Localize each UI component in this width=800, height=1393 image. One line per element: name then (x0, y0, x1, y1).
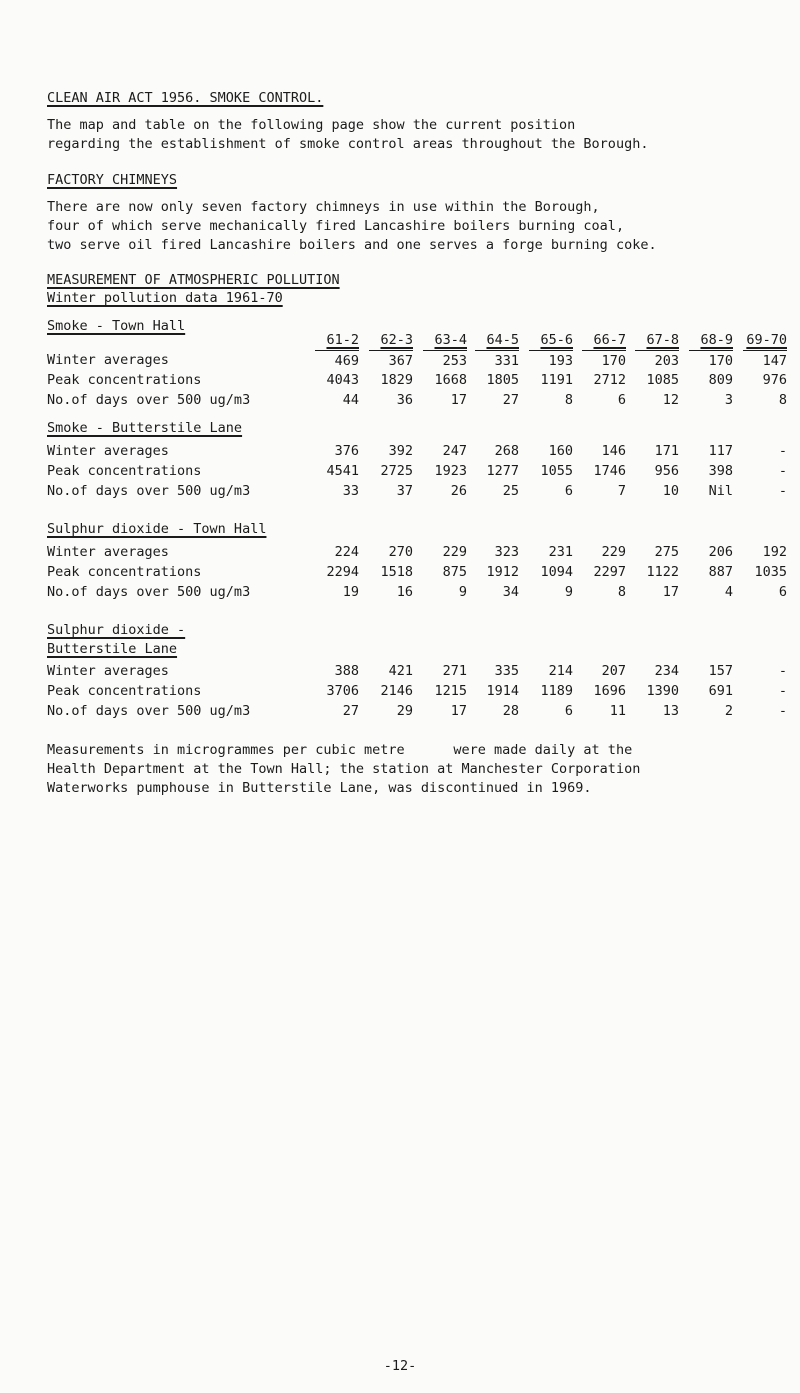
section-so2-butterstile (47, 661, 787, 721)
table-row (47, 681, 787, 701)
table-cell: 1035 (754, 564, 787, 580)
table-cell: - (778, 483, 787, 499)
table-cell: - (778, 703, 787, 719)
table-cell: 1189 (540, 683, 573, 699)
row-label: No.of days over 500 ug/m3 (47, 392, 251, 408)
table-cell: 117 (708, 443, 733, 459)
section-title-so2-town-hall: Sulphur dioxide - Town Hall (47, 521, 267, 537)
table-cell: 171 (654, 443, 679, 459)
table-cell: 4541 (326, 463, 359, 479)
table-cell: 1746 (593, 463, 626, 479)
table-row (47, 582, 787, 602)
table-row (47, 661, 787, 681)
table-cell: 3706 (326, 683, 359, 699)
table-cell: 234 (654, 663, 679, 679)
column-header: 69-70 (746, 332, 787, 348)
table-cell: 331 (475, 350, 519, 371)
table-cell: 9 (458, 584, 467, 600)
closing-paragraph: Measurements in microgrammes per cubic metre were made daily at the Health Department at the Town Hall; the station at Manchester Corporation Waterworks pumphouse in Butterstile Lane, was discontinued in 1969. (47, 742, 641, 796)
table-cell: 8 (617, 584, 626, 600)
table-row (47, 461, 787, 481)
intro-paragraph: The map and table on the following page show the current position regarding the establishment of smoke control areas throughout the Borough. (47, 117, 649, 152)
table-cell: 691 (708, 683, 733, 699)
table-row (47, 481, 787, 501)
table-cell: 3 (724, 392, 733, 408)
row-label: Winter averages (47, 352, 169, 368)
table-row (47, 441, 787, 461)
table-cell: 214 (548, 663, 573, 679)
table-cell: - (778, 663, 787, 679)
table-cell: 6 (617, 392, 626, 408)
table-cell: 367 (369, 350, 413, 371)
table-cell: 224 (334, 544, 359, 560)
table-cell: 421 (388, 663, 413, 679)
table-cell: 271 (442, 663, 467, 679)
table-cell: 2712 (593, 372, 626, 388)
table-cell: 1805 (486, 372, 519, 388)
row-label: Winter averages (47, 443, 169, 459)
table-cell: 275 (654, 544, 679, 560)
table-cell: 16 (396, 584, 413, 600)
column-header: 63-4 (434, 332, 467, 348)
page-heading: CLEAN AIR ACT 1956. SMOKE CONTROL. (47, 90, 324, 106)
column-header: 64-5 (486, 332, 519, 348)
table-cell: - (778, 683, 787, 699)
table-cell: 1668 (434, 372, 467, 388)
factory-chimneys-paragraph: There are now only seven factory chimneys in use within the Borough, four of which serve mechanically fired Lancashire boilers burning coal, two serve oil fired Lancashire boilers and one serves a forge burning coke. (47, 199, 657, 253)
table-cell: 157 (708, 663, 733, 679)
table-cell: 206 (708, 544, 733, 560)
table-cell: 7 (617, 483, 626, 499)
table-cell: 2 (724, 703, 733, 719)
section-title-smoke-town-hall: Smoke - Town Hall (47, 318, 186, 334)
column-header: 62-3 (380, 332, 413, 348)
table-cell: 1094 (540, 564, 573, 580)
winter-pollution-heading: Winter pollution data 1961-70 (47, 290, 283, 306)
table-cell: 1055 (540, 463, 573, 479)
factory-chimneys-heading: FACTORY CHIMNEYS (47, 172, 178, 188)
table-cell: 268 (494, 443, 519, 459)
column-header: 67-8 (646, 332, 679, 348)
table-cell: 229 (442, 544, 467, 560)
table-cell: 203 (635, 350, 679, 371)
row-label: Peak concentrations (47, 463, 202, 479)
table-row (47, 370, 787, 390)
table-cell: 388 (334, 663, 359, 679)
page-number: -12- (383, 1358, 417, 1374)
table-cell: 1122 (646, 564, 679, 580)
table-row (47, 390, 787, 410)
table-cell: 1829 (380, 372, 413, 388)
table-cell: 398 (708, 463, 733, 479)
table-row (47, 562, 787, 582)
table-cell: 44 (342, 392, 359, 408)
table-cell: 192 (762, 544, 787, 560)
table-cell: 147 (743, 350, 787, 371)
table-cell: 36 (396, 392, 413, 408)
column-header: 66-7 (593, 332, 626, 348)
section-smoke-butterstile (47, 441, 787, 501)
table-cell: 146 (601, 443, 626, 459)
table-cell: 27 (502, 392, 519, 408)
table-cell: Nil (708, 483, 733, 499)
row-label: Winter averages (47, 663, 169, 679)
table-cell: 6 (778, 584, 787, 600)
table-cell: 28 (502, 703, 519, 719)
table-cell: 26 (450, 483, 467, 499)
table-cell: 27 (342, 703, 359, 719)
section-title-line: Butterstile Lane (47, 641, 178, 657)
table-cell: - (778, 443, 787, 459)
table-cell: 34 (502, 584, 519, 600)
table-cell: 392 (388, 443, 413, 459)
table-cell: 956 (654, 463, 679, 479)
table-cell: 809 (708, 372, 733, 388)
table-cell: 10 (662, 483, 679, 499)
table-cell: 887 (708, 564, 733, 580)
table-row (47, 701, 787, 721)
table-cell: 335 (494, 663, 519, 679)
table-cell: 37 (396, 483, 413, 499)
table-cell: 231 (548, 544, 573, 560)
table-cell: 976 (762, 372, 787, 388)
table-cell: 1085 (646, 372, 679, 388)
table-cell: 469 (315, 350, 359, 371)
table-cell: - (778, 463, 787, 479)
table-cell: 323 (494, 544, 519, 560)
row-label: Winter averages (47, 544, 169, 560)
table-cell: 12 (662, 392, 679, 408)
section-title-smoke-butterstile: Smoke - Butterstile Lane (47, 420, 243, 436)
row-label: No.of days over 500 ug/m3 (47, 483, 251, 499)
table-cell: 8 (778, 392, 787, 408)
column-header: 61-2 (326, 332, 359, 348)
section-title-so2-butterstile (47, 621, 185, 659)
table-cell: 170 (582, 350, 626, 371)
table-cell: 376 (334, 443, 359, 459)
table-cell: 1215 (434, 683, 467, 699)
table-cell: 2725 (380, 463, 413, 479)
table-cell: 17 (450, 703, 467, 719)
table-cell: 33 (342, 483, 359, 499)
table-cell: 170 (689, 350, 733, 371)
table-cell: 17 (662, 584, 679, 600)
table-cell: 2297 (593, 564, 626, 580)
column-header-row (47, 330, 787, 350)
table-row (47, 542, 787, 562)
row-label: Peak concentrations (47, 372, 202, 388)
table-cell: 1914 (486, 683, 519, 699)
row-label: Peak concentrations (47, 564, 202, 580)
table-cell: 270 (388, 544, 413, 560)
table-cell: 207 (601, 663, 626, 679)
table-cell: 1696 (593, 683, 626, 699)
column-header: 68-9 (700, 332, 733, 348)
row-label: No.of days over 500 ug/m3 (47, 703, 251, 719)
table-cell: 4 (724, 584, 733, 600)
row-label: Peak concentrations (47, 683, 202, 699)
section-title-line: Sulphur dioxide - (47, 622, 186, 638)
table-cell: 1191 (540, 372, 573, 388)
table-cell: 193 (529, 350, 573, 371)
table-cell: 13 (662, 703, 679, 719)
table-cell: 229 (601, 544, 626, 560)
measurement-heading: MEASUREMENT OF ATMOSPHERIC POLLUTION (47, 272, 340, 288)
table-row (47, 350, 787, 370)
table-cell: 1277 (486, 463, 519, 479)
table-cell: 160 (548, 443, 573, 459)
table-cell: 6 (564, 703, 573, 719)
table-cell: 2294 (326, 564, 359, 580)
table-cell: 2146 (380, 683, 413, 699)
table-cell: 11 (609, 703, 626, 719)
table-cell: 1518 (380, 564, 413, 580)
table-cell: 29 (396, 703, 413, 719)
table-cell: 8 (564, 392, 573, 408)
table-cell: 19 (342, 584, 359, 600)
table-cell: 17 (450, 392, 467, 408)
row-label: No.of days over 500 ug/m3 (47, 584, 251, 600)
table-cell: 253 (423, 350, 467, 371)
section-so2-town-hall (47, 542, 787, 602)
table-cell: 9 (564, 584, 573, 600)
table-cell: 1923 (434, 463, 467, 479)
table-cell: 25 (502, 483, 519, 499)
table-cell: 1390 (646, 683, 679, 699)
section-smoke-town-hall (47, 330, 787, 410)
column-header: 65-6 (540, 332, 573, 348)
table-cell: 875 (442, 564, 467, 580)
table-cell: 4043 (326, 372, 359, 388)
table-cell: 1912 (486, 564, 519, 580)
table-cell: 247 (442, 443, 467, 459)
table-cell: 6 (564, 483, 573, 499)
